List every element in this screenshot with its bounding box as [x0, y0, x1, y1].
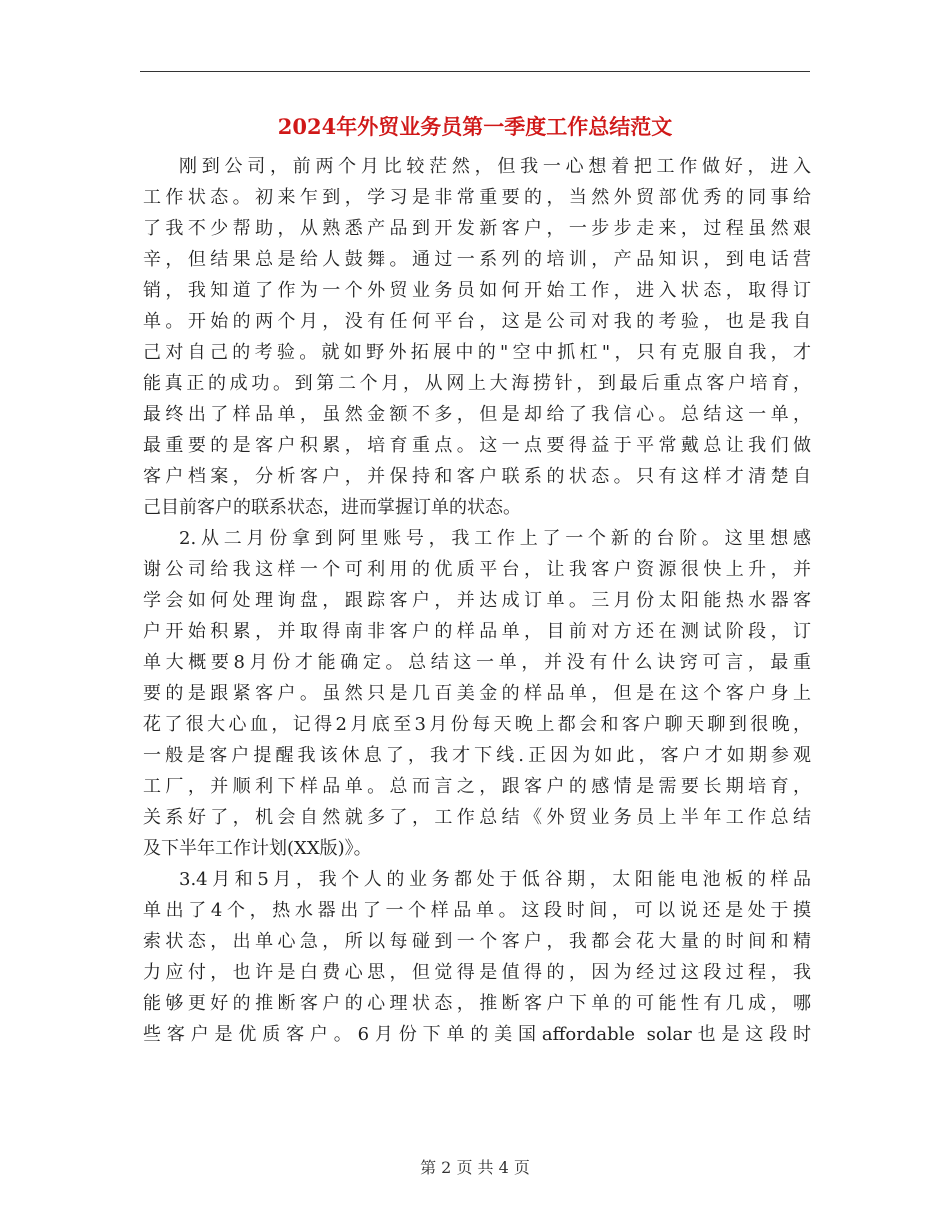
- header-rule: [140, 71, 810, 72]
- paragraph-3: [143, 864, 811, 1050]
- text-line: 单出了4个，热水器出了一个样品单。这段时间，可以说还是处于摸: [143, 900, 811, 921]
- page-footer: 第 2 页 共 4 页: [420, 1158, 530, 1177]
- text-line: 花了很大心血，记得2月底至3月份每天晚上都会和客户聊天聊到很晚，: [143, 714, 811, 735]
- text-line: 学会如何处理询盘，跟踪客户，并达成订单。三月份太阳能热水器客: [143, 590, 811, 611]
- text-line: 索状态，出单心急，所以每碰到一个客户，我都会花大量的时间和精: [143, 931, 811, 952]
- text-line: 最终出了样品单，虽然金额不多，但是却给了我信心。总结这一单，: [143, 404, 811, 425]
- text-line: 2.从二月份拿到阿里账号，我工作上了一个新的台阶。这里想感: [179, 528, 811, 549]
- text-line: 己对自己的考验。就如野外拓展中的"空中抓杠"，只有克服自我，才: [143, 342, 811, 363]
- text-line: 工作状态。初来乍到，学习是非常重要的，当然外贸部优秀的同事给: [143, 187, 811, 208]
- text-line: 谢公司给我这样一个可利用的优质平台，让我客户资源很快上升，并: [143, 559, 811, 580]
- text-line: 客户档案，分析客户，并保持和客户联系的状态。只有这样才清楚自: [143, 466, 811, 487]
- text-line: 及下半年工作计划(XX版)》。: [143, 838, 372, 859]
- text-line: 户开始积累，并取得南非客户的样品单，目前对方还在测试阶段，订: [143, 621, 811, 642]
- paragraph-1: [143, 151, 811, 523]
- text-line: 工厂，并顺利下样品单。总而言之，跟客户的感情是需要长期培育，: [143, 776, 811, 797]
- text-line: 刚到公司，前两个月比较茫然，但我一心想着把工作做好，进入: [179, 156, 811, 177]
- text-line: 力应付，也许是白费心思，但觉得是值得的，因为经过这段过程，我: [143, 962, 811, 983]
- text-line: 辛，但结果总是给人鼓舞。通过一系列的培训，产品知识，到电话营: [143, 249, 811, 270]
- text-line: 3.4月和5月，我个人的业务都处于低谷期，太阳能电池板的样品: [179, 869, 811, 890]
- text-line: 单。开始的两个月，没有任何平台，这是公司对我的考验，也是我自: [143, 311, 811, 332]
- text-line: 些客户是优质客户。6月份下单的美国affordable solar也是这段时: [143, 1024, 811, 1045]
- text-line: 单大概要8月份才能确定。总结这一单，并没有什么诀窍可言，最重: [143, 652, 811, 673]
- text-line: 一般是客户提醒我该休息了，我才下线.正因为如此，客户才如期参观: [143, 745, 811, 766]
- text-line: 了我不少帮助，从熟悉产品到开发新客户，一步步走来，过程虽然艰: [143, 218, 811, 239]
- paragraph-2: [143, 523, 811, 864]
- document-title: 2024年外贸业务员第一季度工作总结范文: [277, 114, 673, 139]
- text-line: 能够更好的推断客户的心理状态，推断客户下单的可能性有几成，哪: [143, 993, 811, 1014]
- text-line: 关系好了，机会自然就多了，工作总结《外贸业务员上半年工作总结: [143, 807, 811, 828]
- document-body: [143, 151, 811, 1050]
- text-line: 销，我知道了作为一个外贸业务员如何开始工作，进入状态，取得订: [143, 280, 811, 301]
- text-line: 能真正的成功。到第二个月，从网上大海捞针，到最后重点客户培育，: [143, 373, 811, 394]
- text-line: 己目前客户的联系状态，进而掌握订单的状态。: [143, 497, 521, 518]
- text-line: 要的是跟紧客户。虽然只是几百美金的样品单，但是在这个客户身上: [143, 683, 811, 704]
- text-line: 最重要的是客户积累，培育重点。这一点要得益于平常戴总让我们做: [143, 435, 811, 456]
